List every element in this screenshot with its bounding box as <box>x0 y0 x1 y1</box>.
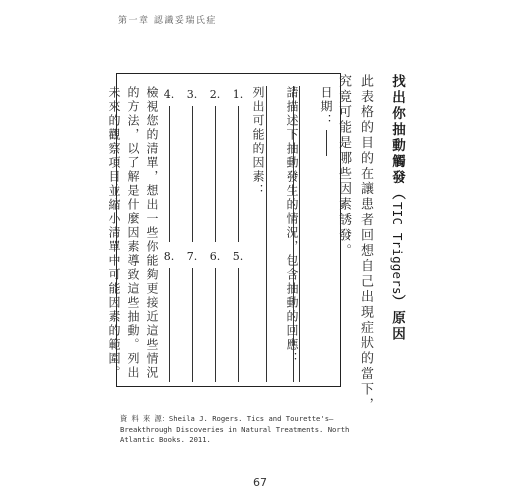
date-field <box>319 86 333 156</box>
section-title <box>390 74 404 343</box>
item-line-4[interactable] <box>169 106 170 242</box>
item-number-8: 8. <box>163 250 175 263</box>
item-line-6[interactable] <box>215 268 216 382</box>
item-number-7: 7. <box>186 250 198 263</box>
answer-line[interactable] <box>299 86 300 382</box>
title-prefix: 找出你抽動觸發（ <box>389 74 405 202</box>
factors-prompt: 列出可能的因素： <box>251 86 265 198</box>
date-blank-line[interactable] <box>326 130 327 156</box>
answer-line[interactable] <box>266 86 267 382</box>
title-suffix: ）原因 <box>389 294 405 343</box>
item-line-3[interactable] <box>192 106 193 242</box>
page-number: 67 <box>253 476 267 489</box>
item-number-4: 4. <box>163 88 175 101</box>
item-number-6: 6. <box>209 250 221 263</box>
item-line-8[interactable] <box>169 268 170 382</box>
item-number-3: 3. <box>186 88 198 101</box>
title-latin: TIC Triggers <box>390 202 405 295</box>
item-number-1: 1. <box>232 88 244 101</box>
review-prompt: 檢視您的清單，想出一些你能夠更接近這些情況的方法，以了解是什麼因素導致這些抽動。列出未來的觀察項目並縮小清單中可能因素的範圍。 <box>107 86 159 380</box>
item-line-7[interactable] <box>192 268 193 382</box>
intro-paragraph: 此表格的目的在讓患者回想自己出現症狀的當下，究竟可能是哪些因素誘發。 <box>336 74 373 413</box>
item-number-2: 2. <box>209 88 221 101</box>
date-label: 日期： <box>319 86 333 128</box>
item-number-5: 5. <box>232 250 244 263</box>
running-head: 第一章 認識妥瑞氏症 <box>118 16 217 26</box>
item-line-1[interactable] <box>238 106 239 242</box>
item-line-2[interactable] <box>215 106 216 242</box>
item-line-5[interactable] <box>238 268 239 382</box>
source-citation: 資 料 來 源：Sheila J. Rogers. Tics and Tourette's—Breakthrough Discoveries in Natural Treatments. North Atlantic Books. 2011. <box>120 414 350 444</box>
worksheet-box <box>107 73 341 387</box>
situation-prompt: 請描述下抽動發生的情況，包含抽動的回應： <box>285 86 299 366</box>
